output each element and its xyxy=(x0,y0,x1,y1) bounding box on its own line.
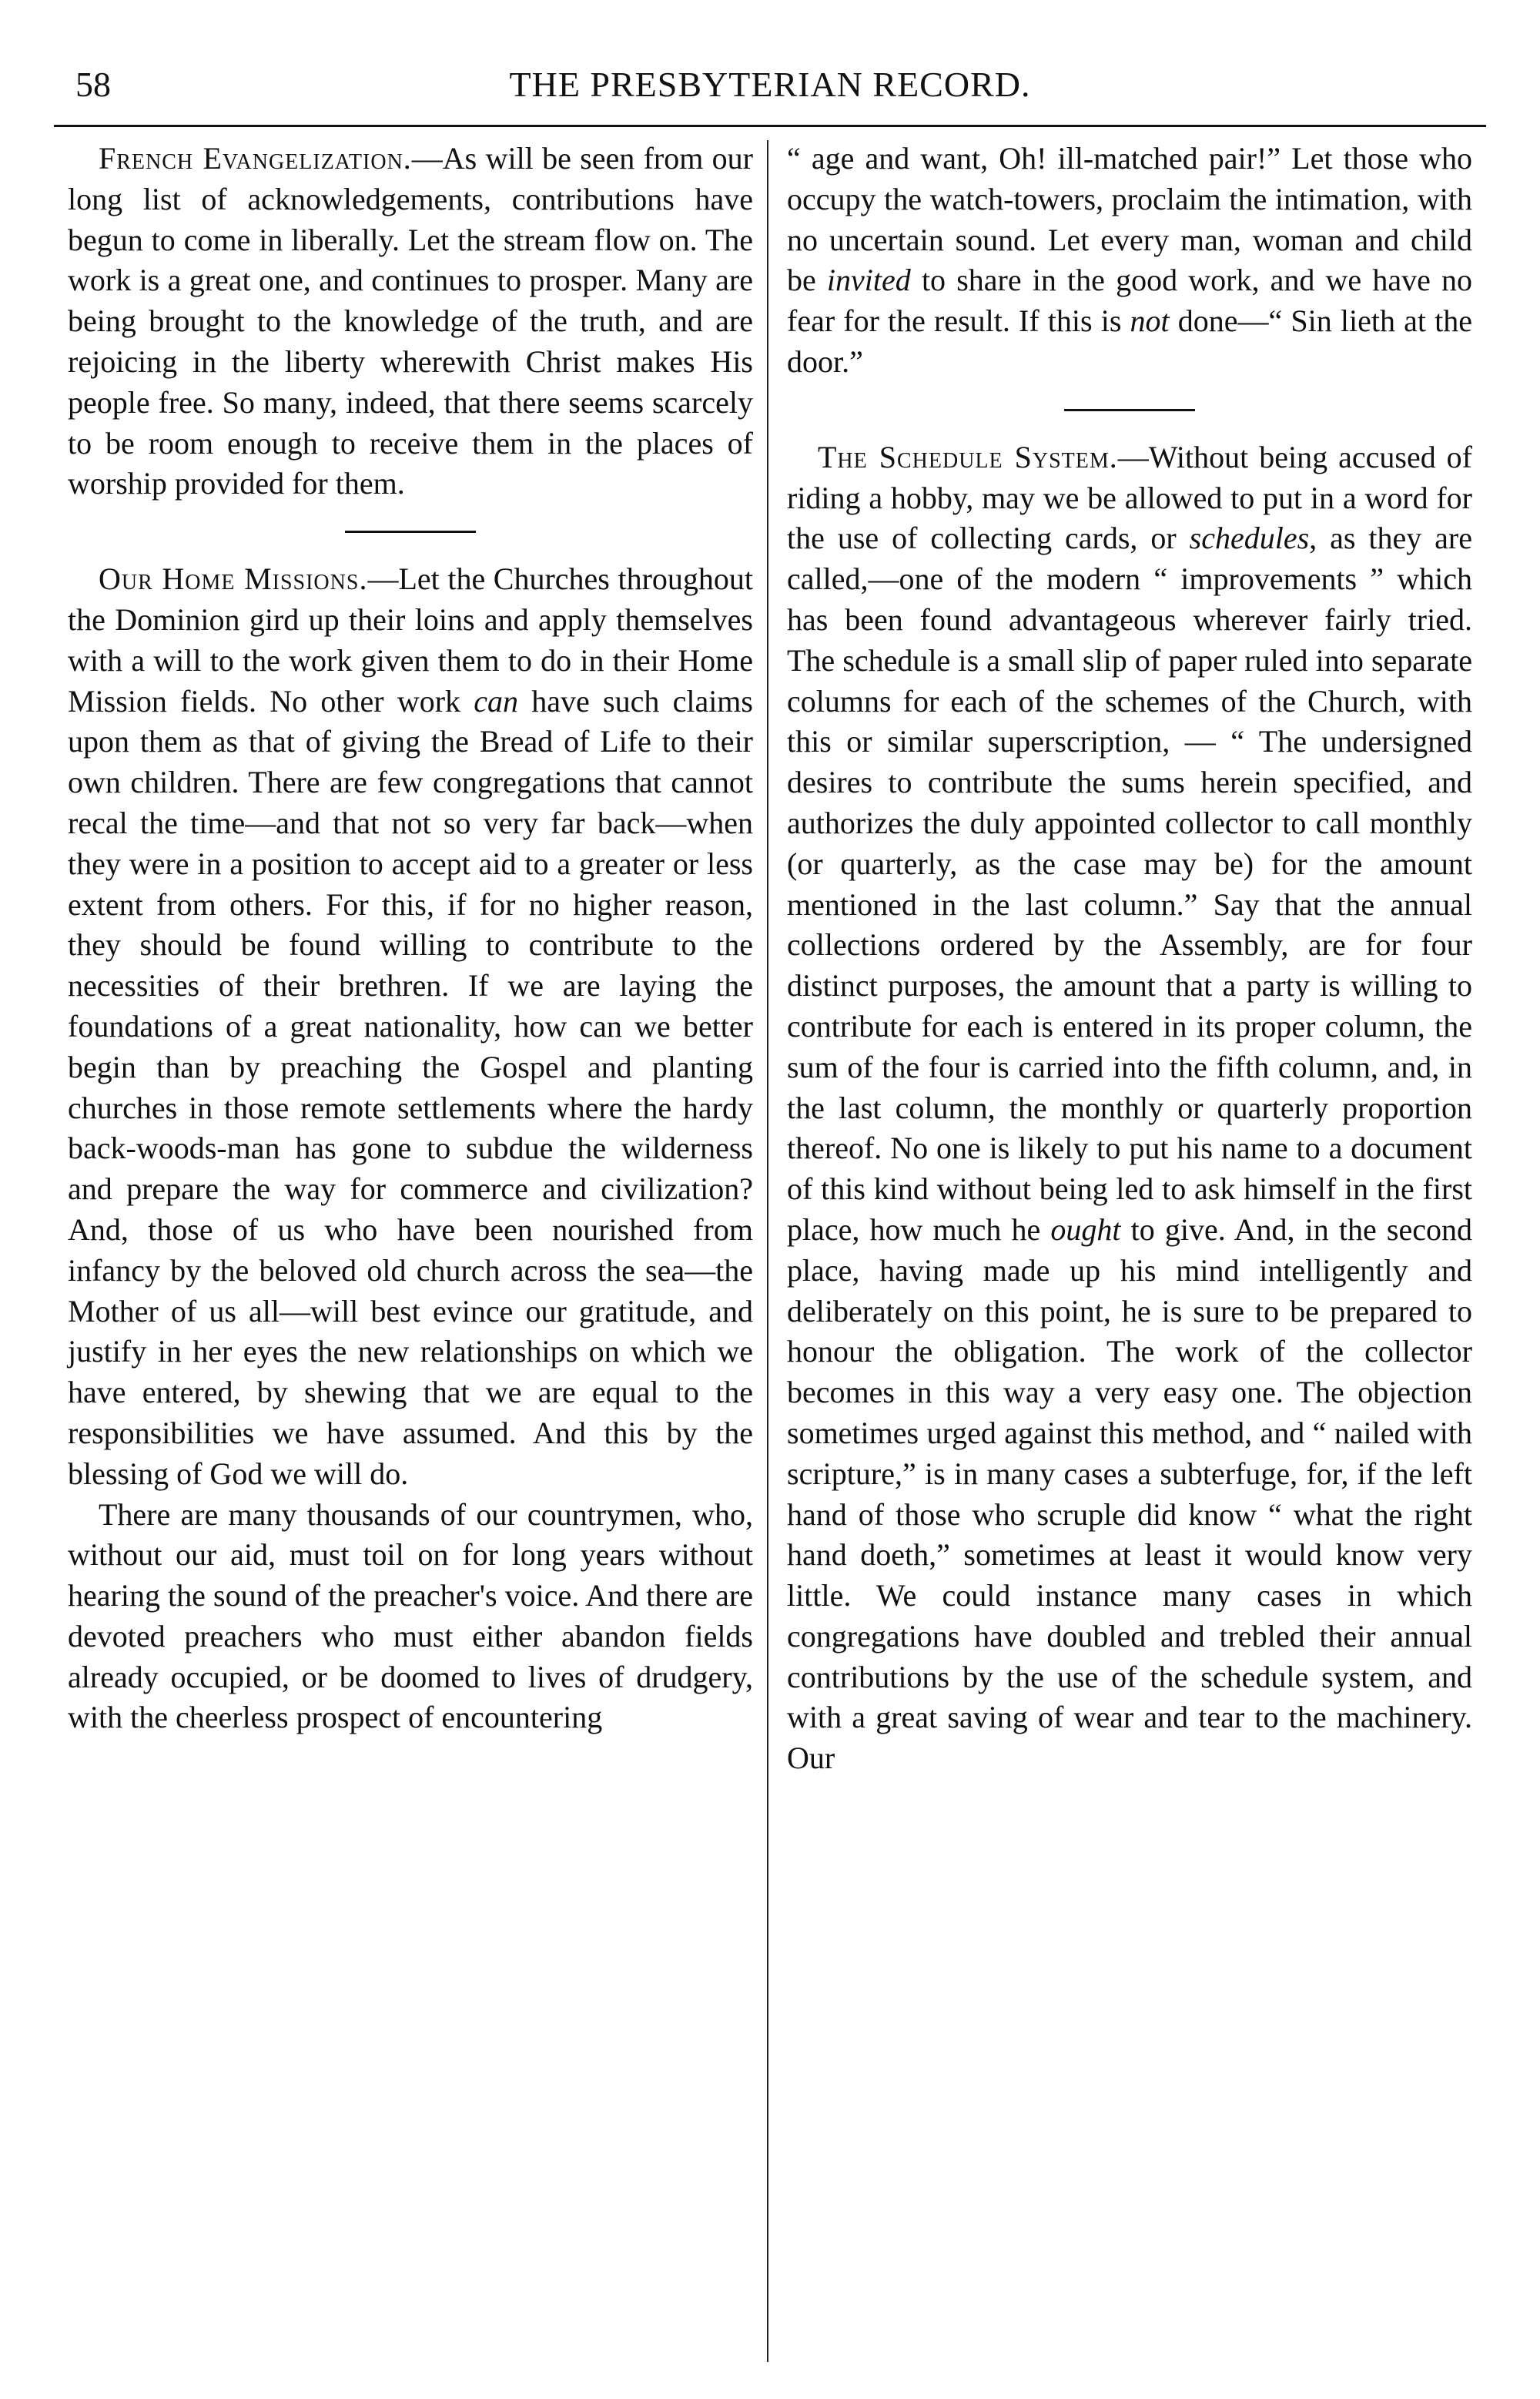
emphasis-text: schedules xyxy=(1189,521,1310,556)
page-number: 58 xyxy=(75,65,111,104)
article-continuation xyxy=(787,139,1472,383)
emphasis-text: can xyxy=(474,683,519,719)
article-body: —As will be seen from our long list of acknowledgements, contributions have begun to come in liberally. Let the stream flow on. The work is a great one, and continues to prosper. Many are being brought to the knowledge of the truth, and are rejoicing in the liberty wherewith Christ makes His people free. So many, indeed, that there seems scarcely to be room enough to receive them in the places of worship provided for them. xyxy=(68,141,753,501)
article-body: have such claims upon them as that of giving the Bread of Life to their own children. There are few congregations that cannot recal the time—and that not so very far back—when they were in a position to accept aid to a greater or less extent from others. For this, if for no higher reason, they should be found willing to contribute to the necessities of their brethren. If we are laying the foundations of a great nationality, how can we better begin than by preaching the Gospel and planting churches in those remote settlements where the hardy back-woods-man has gone to subdue the wilderness and prepare the way for commerce and civilization? And, those of us who have been nourished from infancy by the beloved old church across the sea—the Mother of us all—will best evince our gratitude, and justify in her eyes the new relationships on which we have entered, by shewing that we are equal to the responsibilities we have assumed. And this by the blessing of God we will do. xyxy=(68,683,753,1491)
running-head-title: THE PRESBYTERIAN RECORD. xyxy=(509,65,1031,104)
section-divider xyxy=(345,531,476,533)
header-rule xyxy=(54,125,1486,127)
article-schedule-system xyxy=(787,437,1472,1779)
left-column xyxy=(68,139,753,1738)
page-header xyxy=(31,54,1509,116)
article-body: done—“ Sin lieth at the door.” xyxy=(787,303,1472,379)
section-divider xyxy=(1064,409,1195,411)
article-heading: Our Home Missions. xyxy=(99,561,368,597)
article-home-missions xyxy=(68,559,753,1494)
article-body: —Let the Churches throughout the Dominion gird up their loins and apply themselves with a will to the work given them to do in their Home Mission fields. No other work xyxy=(68,561,754,719)
emphasis-text: not xyxy=(1130,303,1170,339)
article-body: , as they are called,—one of the modern “ improvements ” which has been found advantageous wherever fairly tried. The schedule is a small slip of paper ruled into separate columns for each of the schemes of the Church, with this or similar superscription, — “ The undersigned desires to contribute the sums herein specified, and authorizes the duly appointed collector to call monthly (or quarterly, as the case may be) for the amount mentioned in the last column.” Say that the annual collections ordered by the Assembly, are for four distinct purposes, the amount that a party is willing to contribute for each is entered in its proper column, the sum of the four is carried into the fifth column, and, in the last column, the monthly or quarterly proportion thereof. No one is likely to put his name to a document of this kind without being led to ask himself in the first place, how much he xyxy=(787,521,1473,1247)
article-body: to share in the good work, and we have no fear for the result. If this is xyxy=(787,263,1472,339)
article-body: “ age and want, Oh! ill-matched pair!” Let those who occupy the watch-towers, proclaim the intimation, with no uncertain sound. Let every man, woman and child be xyxy=(787,141,1472,298)
emphasis-text: invited xyxy=(826,263,911,298)
article-french-evangelization xyxy=(68,139,753,504)
article-heading: French Evangelization. xyxy=(99,141,412,176)
article-heading: The Schedule System. xyxy=(818,439,1118,474)
right-column xyxy=(787,139,1472,1779)
article-body: —Without being accused of riding a hobby, may we be allowed to put in a word for the use of collecting cards, or xyxy=(787,439,1473,556)
article-paragraph: There are many thousands of our countrymen, who, without our aid, must toil on for long years without hearing the sound of the preacher's voice. And there are devoted preachers who must either abandon fields already occupied, or be doomed to lives of drudgery, with the cheerless prospect of encountering xyxy=(68,1496,753,1735)
column-divider xyxy=(767,140,768,2362)
emphasis-text: ought xyxy=(1050,1211,1121,1247)
article-body: to give. And, in the second place, having made up his mind intelligently and deliberately on this point, he is sure to be prepared to honour the obligation. The work of the collector becomes in this way a very easy one. The objection sometimes urged against this method, and “ nailed with scripture,” is in many cases a subterfuge, for, if the left hand of those who scruple did know “ what the right hand doeth,” sometimes at least it would know very little. We could instance many cases in which congregations have doubled and trebled their annual contributions by the use of the schedule system, and with a great saving of wear and tear to the machinery. Our xyxy=(787,1211,1472,1776)
